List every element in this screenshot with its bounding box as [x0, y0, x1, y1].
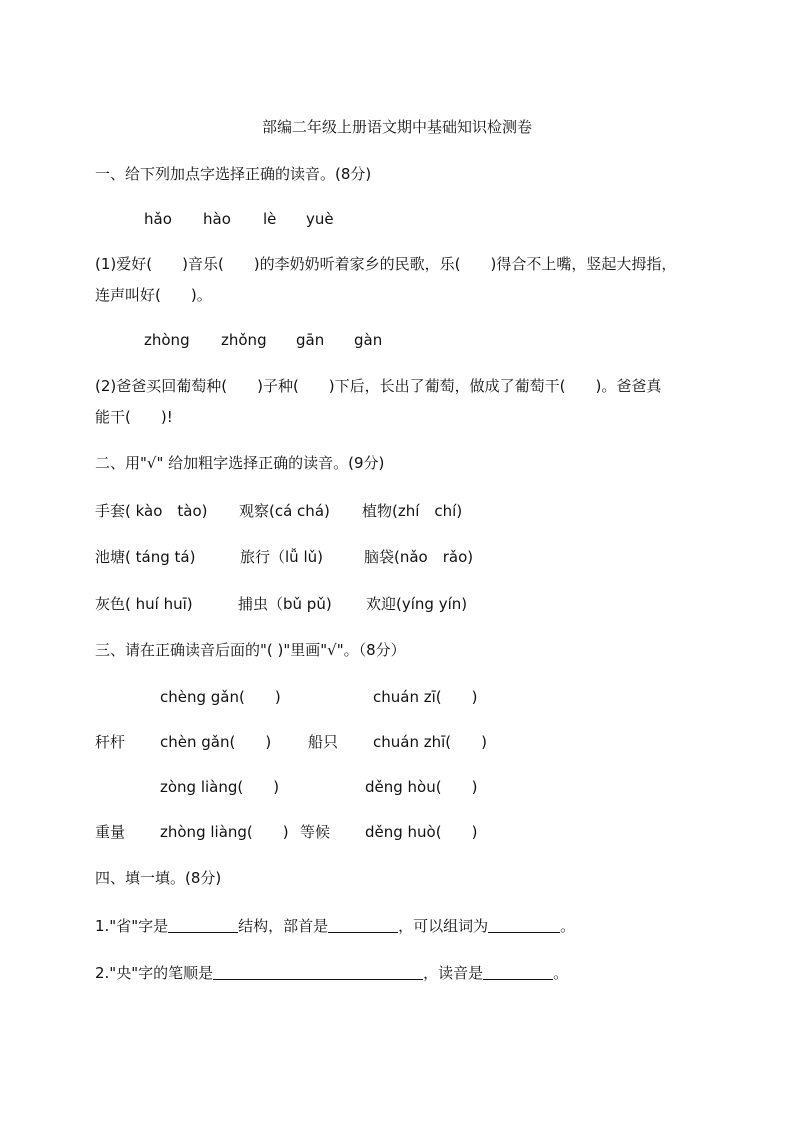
pinyin-option: hǎo — [144, 210, 172, 228]
word: 等候 — [300, 823, 331, 841]
choice-item: 灰色( huí huī) — [95, 595, 193, 613]
fill-line-2: 2."央"字的笔顺是 ，读音是 。 — [95, 964, 569, 982]
choice-item: 旅行（lǚ lǔ) — [240, 548, 323, 566]
choice-item: 植物(zhí chí) — [362, 502, 463, 520]
pinyin-choice: zhòng liàng( ) — [160, 823, 289, 841]
page-title: 部编二年级上册语文期中基础知识检测卷 — [261, 118, 532, 136]
word: 船只 — [308, 733, 339, 751]
pinyin-option: lè — [263, 210, 277, 228]
pinyin-choice: děng hòu( ) — [365, 778, 478, 796]
pinyin-option: yuè — [306, 210, 334, 228]
word: 秆杆 — [95, 733, 126, 751]
pinyin-option: hào — [203, 210, 231, 228]
word: 重量 — [95, 823, 126, 841]
answer-blank[interactable] — [488, 918, 560, 933]
choice-item: 欢迎(yíng yín) — [366, 595, 468, 613]
sentence-1-line-1: (1)爱好( )音乐( )的李奶奶听着家乡的民歌，乐( )得合不上嘴，竖起大拇指， — [95, 255, 677, 273]
pinyin-choice: děng huò( ) — [365, 823, 478, 841]
fill-line-1: 1."省"字是 结构，部首是 ，可以组词为 。 — [95, 917, 576, 935]
choice-item: 手套( kào tào) — [95, 502, 208, 520]
pinyin-choice: chuán zhī( ) — [373, 733, 487, 751]
sentence-2-line-1: (2)爸爸买回葡萄种( )子种( )下后，长出了葡萄，做成了葡萄干( )。爸爸真 — [95, 377, 662, 395]
answer-blank[interactable] — [328, 918, 398, 933]
answer-blank[interactable] — [483, 965, 553, 980]
section-1-heading: 一、给下列加点字选择正确的读音。(8分) — [95, 165, 372, 183]
section-3-heading: 三、请在正确读音后面的"( )"里画"√"。（8分） — [95, 641, 406, 659]
pinyin-option: zhòng — [144, 331, 190, 349]
pinyin-option: gàn — [354, 331, 383, 349]
choice-item: 脑袋(nǎo rǎo) — [364, 548, 474, 566]
pinyin-option: gān — [296, 331, 325, 349]
pinyin-option: zhǒng — [221, 331, 267, 349]
choice-item: 捕虫（bǔ pǔ) — [238, 595, 332, 613]
choice-item: 观察(cá chá) — [239, 502, 330, 520]
section-2-heading: 二、用"√" 给加粗字选择正确的读音。(9分) — [95, 454, 385, 472]
answer-blank[interactable] — [168, 918, 238, 933]
pinyin-choice: chuán zī( ) — [373, 688, 478, 706]
section-4-heading: 四、填一填。(8分) — [95, 869, 222, 887]
pinyin-choice: zòng liàng( ) — [160, 778, 280, 796]
answer-blank[interactable] — [213, 965, 423, 980]
choice-item: 池塘( táng tá) — [95, 548, 196, 566]
pinyin-choice: chèng gǎn( ) — [160, 688, 281, 706]
pinyin-choice: chèn gǎn( ) — [160, 733, 272, 751]
sentence-2-line-2: 能干( )! — [95, 408, 173, 426]
sentence-1-line-2: 连声叫好( )。 — [95, 286, 212, 304]
